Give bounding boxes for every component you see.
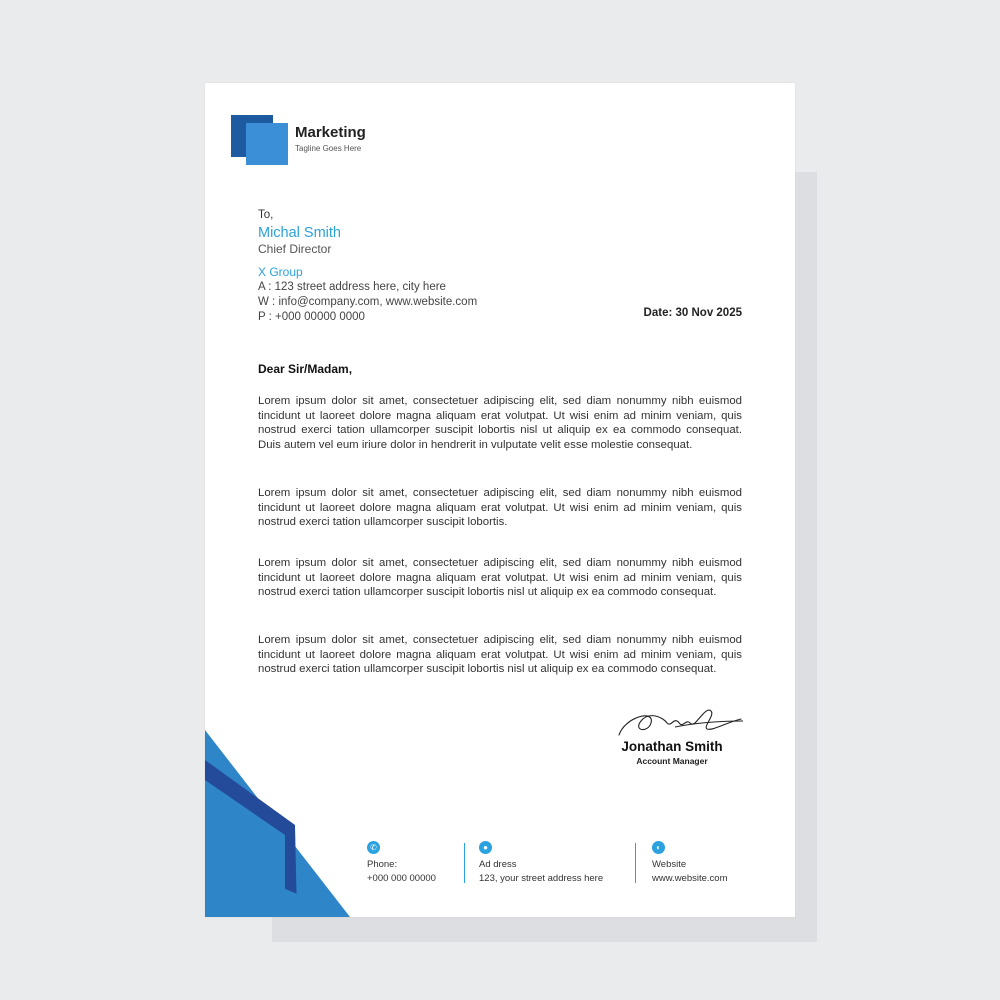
footer-address: [479, 841, 603, 884]
contact-footer: [367, 841, 747, 891]
body-paragraph: Lorem ipsum dolor sit amet, consectetuer adipiscing elit, sed diam nonummy nibh euismod tincidunt ut laoreet dolore magna aliquam erat volutpat. Ut wisi enim ad minim veniam, quis nostrud exerci tation ullamcorper suscipit lobortis nisl ut aliquip ex ea commodo consequat. Duis autem vel eum iriure dolor in hendrerit in vulputate velit esse molestie consequat.: [258, 395, 742, 451]
recipient-title: Chief Director: [258, 242, 332, 256]
footer-address-value: 123, your street address here: [479, 873, 604, 884]
footer-address-label: Ad dress: [479, 859, 517, 870]
globe-icon: ◐: [652, 841, 665, 854]
footer-phone-label: Phone:: [367, 859, 398, 870]
to-label: To,: [258, 209, 274, 221]
signer-name: Jonathan Smith: [621, 739, 723, 754]
company-logo: [231, 115, 411, 167]
company-name: Marketing: [295, 124, 366, 141]
company-tagline: Tagline Goes Here: [295, 144, 362, 153]
signer-role: Account Manager: [636, 756, 708, 766]
footer-website-label: Website: [652, 859, 687, 870]
letterhead-page: [205, 83, 795, 917]
body-paragraph: Lorem ipsum dolor sit amet, consectetuer adipiscing elit, sed diam nonummy nibh euismod tincidunt ut laoreet dolore magna aliquam erat volutpat. Ut wisi enim ad minim veniam, quis nostrud exerci tation ullamcorper suscipit lobortis.: [258, 487, 742, 528]
signer-block: [602, 739, 742, 766]
recipient-phone: P : +000 00000 0000: [258, 311, 365, 323]
footer-divider: [635, 843, 636, 883]
footer-phone: [367, 841, 436, 884]
footer-phone-value: +000 000 00000: [367, 873, 436, 884]
greeting: Dear Sir/Madam,: [258, 362, 353, 376]
recipient-address: A : 123 street address here, city here: [258, 281, 446, 293]
recipient-company: X Group: [258, 265, 303, 279]
signature-scribble: [615, 697, 745, 743]
location-pin-icon: ●: [479, 841, 492, 854]
body-paragraph: Lorem ipsum dolor sit amet, consectetuer adipiscing elit, sed diam nonummy nibh euismod tincidunt ut laoreet dolore magna aliquam erat volutpat. Ut wisi enim ad minim veniam, quis nostrud exerci tation ullamcorper suscipit lobortis nisl ut aliquip ex ea commodo consequat.: [258, 557, 742, 598]
recipient-web: W : info@company.com, www.website.com: [258, 296, 478, 308]
logo-square-front: [246, 123, 288, 165]
footer-divider: [464, 843, 465, 883]
recipient-name: Michal Smith: [258, 225, 341, 241]
recipient-block: [258, 208, 477, 325]
body-paragraph: Lorem ipsum dolor sit amet, consectetuer adipiscing elit, sed diam nonummy nibh euismod tincidunt ut laoreet dolore magna aliquam erat volutpat. Ut wisi enim ad minim veniam, quis nostrud exerci tation ullamcorper suscipit lobortis nisl ut aliquip ex ea commodo consequat.: [258, 634, 742, 675]
footer-website: [652, 841, 728, 884]
letter-date: Date: 30 Nov 2025: [643, 307, 742, 319]
corner-decoration: [205, 730, 355, 917]
footer-website-value: www.website.com: [652, 873, 728, 884]
phone-icon: ✆: [367, 841, 380, 854]
